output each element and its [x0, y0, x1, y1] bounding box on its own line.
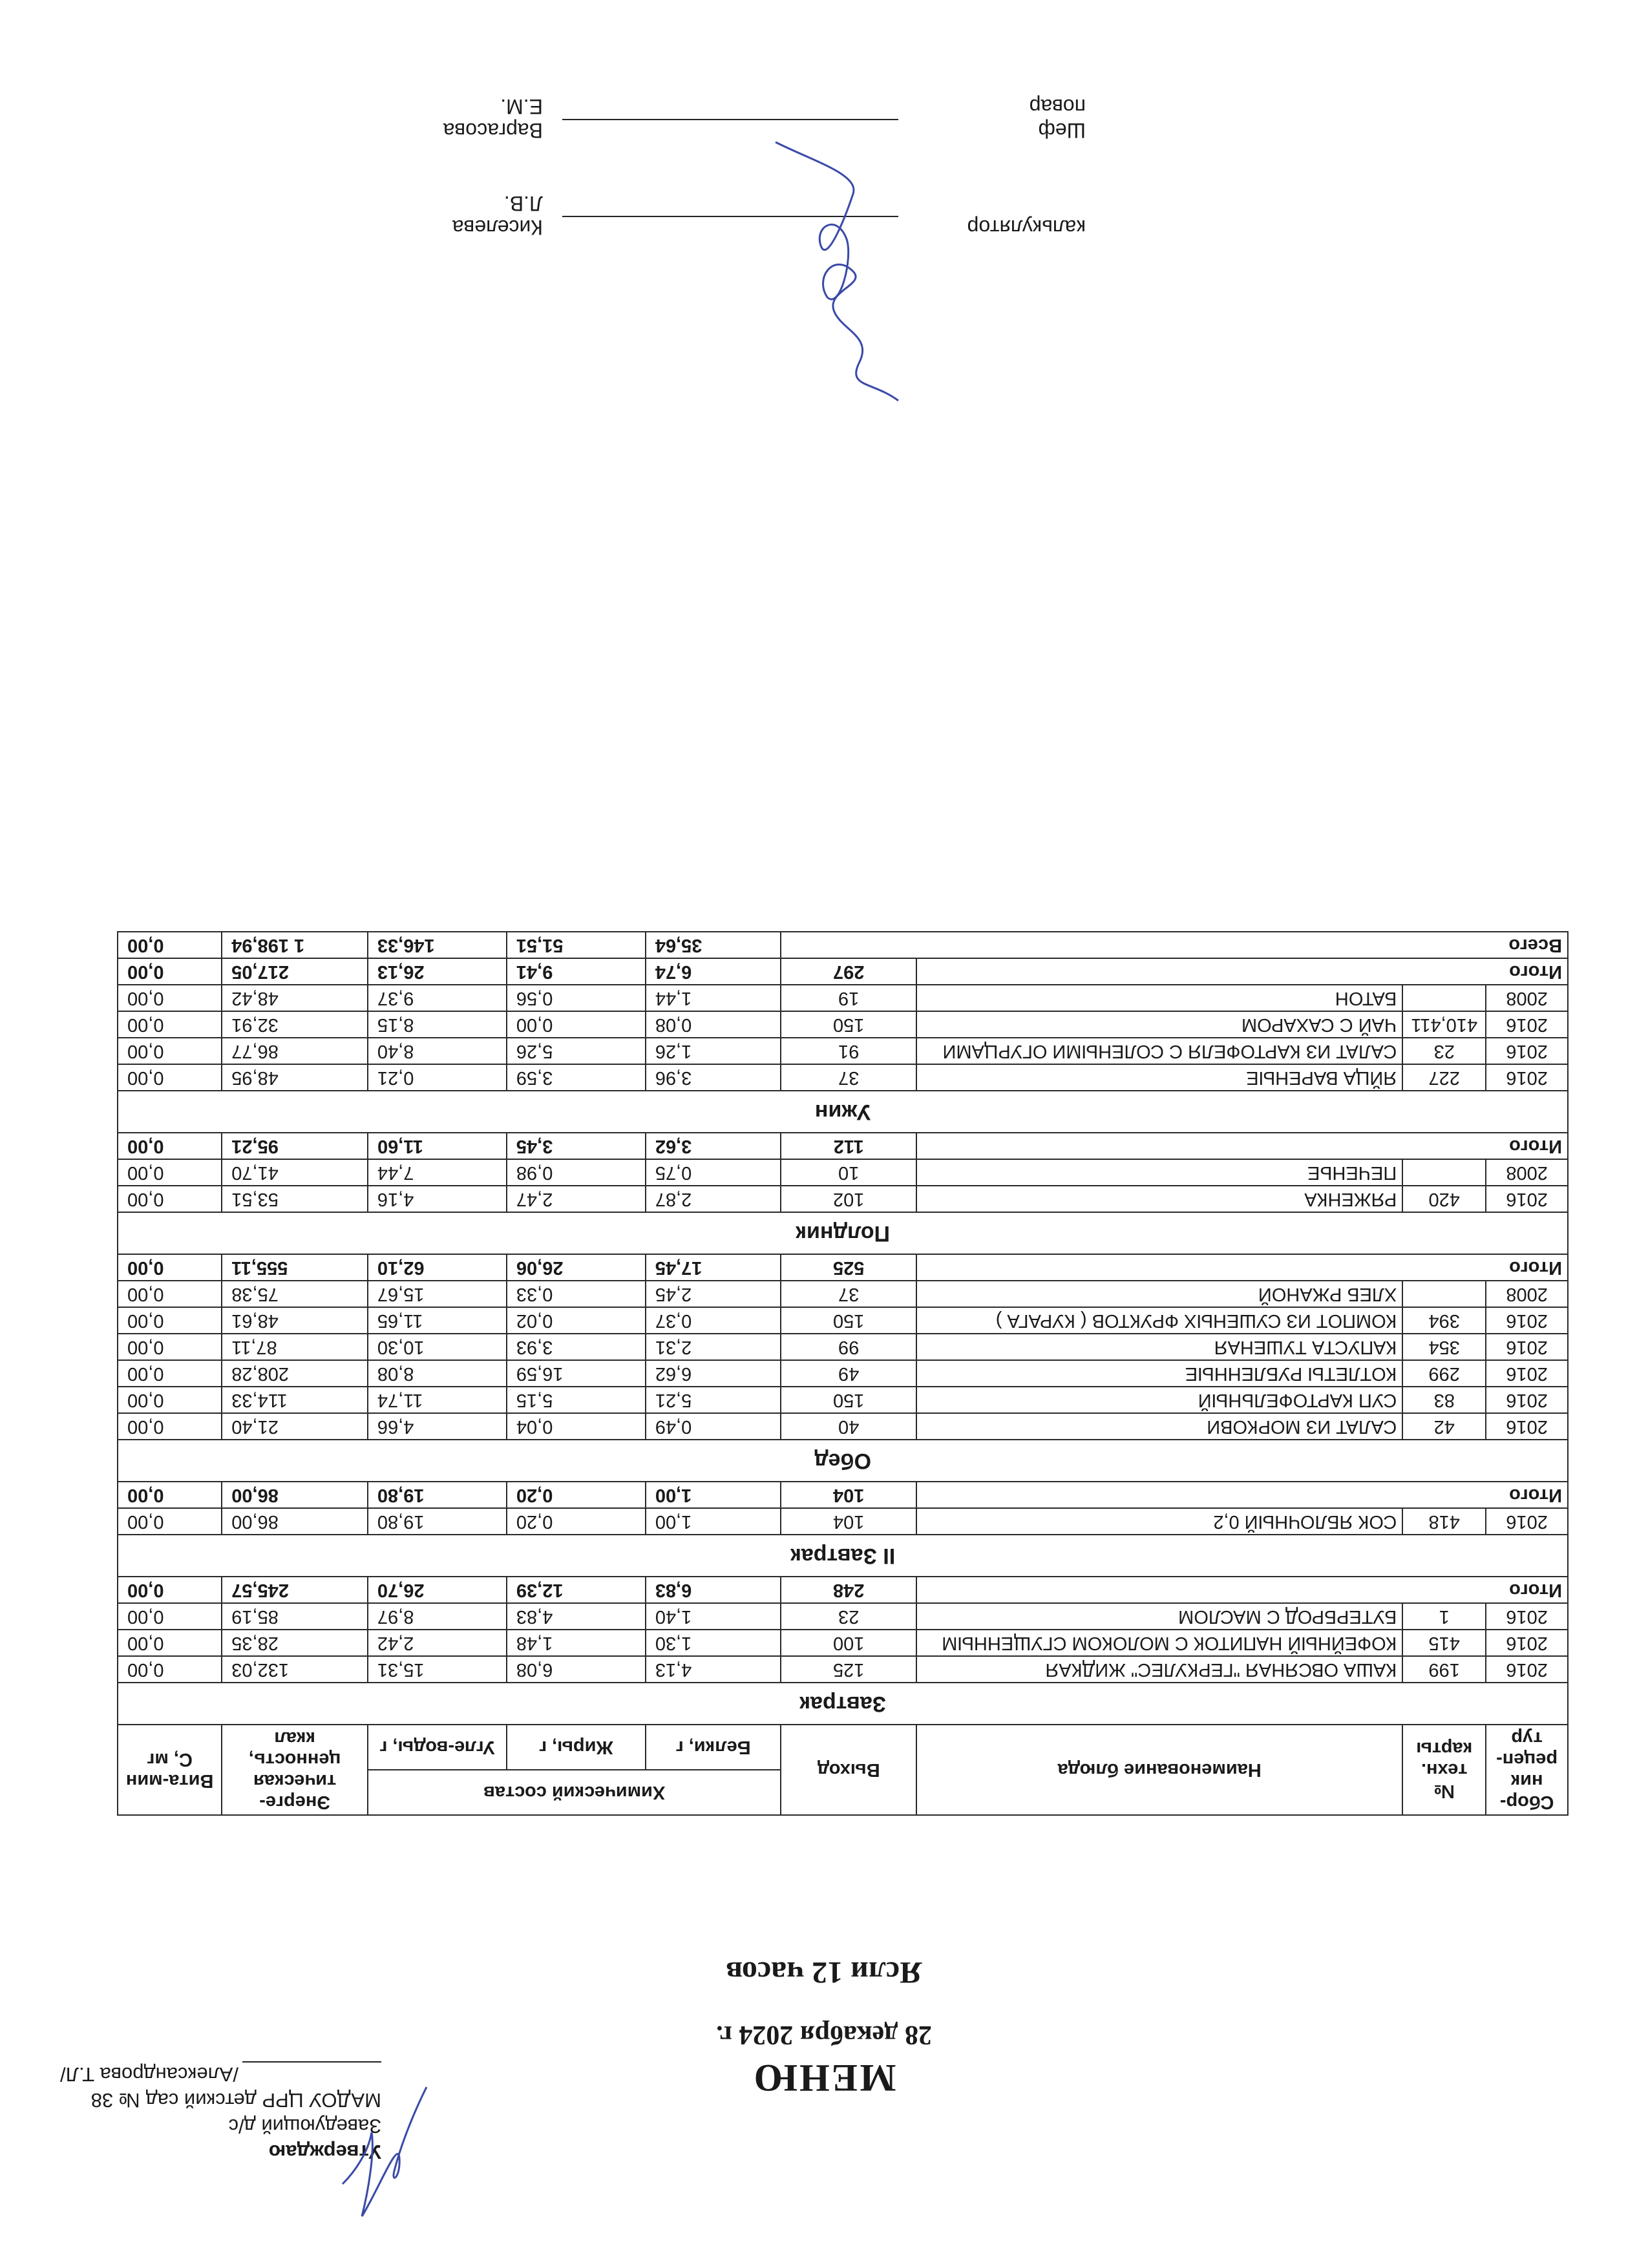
- cell-collection: 2016: [1486, 1630, 1568, 1656]
- header-carb: Угле-воды, г: [368, 1725, 507, 1770]
- header-energy: Энерге-тическая ценность, ккал: [222, 1725, 368, 1815]
- cell-card: 227: [1402, 1064, 1486, 1091]
- cell-protein: 3,96: [646, 1064, 781, 1091]
- cell-name: КАША ОВСЯНАЯ "ГЕРКУЛЕС" ЖИДКАЯ: [916, 1656, 1402, 1683]
- cell-name: БАТОН: [916, 985, 1402, 1011]
- total-row: [118, 1133, 1568, 1159]
- header-chem: Химический состав: [368, 1770, 781, 1815]
- cell-name: КОМПОТ ИЗ СУШЕНЫХ ФРУКТОВ ( КУРАГА ): [916, 1307, 1402, 1334]
- cell-vitamin: 0,00: [118, 1508, 222, 1535]
- cell-card: 354: [1402, 1334, 1486, 1360]
- table-header: [118, 1725, 1568, 1815]
- table-row: [118, 1630, 1568, 1656]
- total-fat: 12,39: [507, 1577, 646, 1603]
- cell-protein: 2,31: [646, 1334, 781, 1360]
- cell-carb: 19,80: [368, 1508, 507, 1535]
- cell-output: 40: [781, 1413, 916, 1440]
- cell-energy: 41,70: [222, 1159, 368, 1186]
- cell-energy: 53,51: [222, 1186, 368, 1212]
- cell-output: 19: [781, 985, 916, 1011]
- cell-card: 394: [1402, 1307, 1486, 1334]
- cell-carb: 11,65: [368, 1307, 507, 1334]
- cell-vitamin: 0,00: [118, 985, 222, 1011]
- section-title: Полдник: [118, 1212, 1568, 1254]
- approval-signer: /Александрова Т.Л/: [59, 2063, 238, 2086]
- grand-total-carb: 146,33: [368, 932, 507, 958]
- total-vitamin: 0,00: [118, 1133, 222, 1159]
- cell-collection: 2016: [1486, 1603, 1568, 1630]
- cell-carb: 8,40: [368, 1038, 507, 1064]
- table-row: [118, 1413, 1568, 1440]
- total-energy: 245,57: [222, 1577, 368, 1603]
- header-collection: Сбор-ник рецеп-тур: [1486, 1725, 1568, 1815]
- total-fat: 9,41: [507, 958, 646, 985]
- approval-heading: Утверждаю: [268, 2141, 381, 2163]
- cell-vitamin: 0,00: [118, 1656, 222, 1683]
- cell-energy: 86,77: [222, 1038, 368, 1064]
- cell-name: САЛАТ ИЗ МОРКОВИ: [916, 1413, 1402, 1440]
- cell-collection: 2016: [1486, 1038, 1568, 1064]
- cell-output: 104: [781, 1508, 916, 1535]
- cell-name: БУТЕРБРОД С МАСЛОМ: [916, 1603, 1402, 1630]
- header-name: Наименование блюда: [916, 1725, 1402, 1815]
- total-label: Итого: [916, 1254, 1568, 1281]
- header-card: № техн. карты: [1402, 1725, 1486, 1815]
- cell-carb: 0,21: [368, 1064, 507, 1091]
- table-row: [118, 1064, 1568, 1091]
- total-carb: 62,10: [368, 1254, 507, 1281]
- cell-collection: 2016: [1486, 1360, 1568, 1387]
- cell-output: 10: [781, 1159, 916, 1186]
- cell-output: 99: [781, 1334, 916, 1360]
- cell-carb: 15,31: [368, 1656, 507, 1683]
- cell-protein: 1,30: [646, 1630, 781, 1656]
- cell-carb: 8,08: [368, 1360, 507, 1387]
- section-title: Ужин: [118, 1091, 1568, 1133]
- chef-name: Варгасова Е.М.: [443, 95, 543, 142]
- section-row: [118, 1091, 1568, 1133]
- cell-card: [1402, 985, 1486, 1011]
- cell-vitamin: 0,00: [118, 1334, 222, 1360]
- cell-carb: 11,74: [368, 1387, 507, 1413]
- cell-output: 37: [781, 1064, 916, 1091]
- cell-energy: 48,61: [222, 1307, 368, 1334]
- total-label: Итого: [916, 958, 1568, 985]
- cell-vitamin: 0,00: [118, 1011, 222, 1038]
- total-row: [118, 1577, 1568, 1603]
- grand-total-row: [118, 932, 1568, 958]
- total-row: [118, 1254, 1568, 1281]
- approval-line-1: Заведующий д/с: [228, 2115, 381, 2137]
- cell-collection: 2016: [1486, 1307, 1568, 1334]
- cell-carb: 9,37: [368, 985, 507, 1011]
- cell-fat: 0,98: [507, 1159, 646, 1186]
- chef-signature-line: [562, 119, 898, 120]
- total-fat: 26,06: [507, 1254, 646, 1281]
- cell-fat: 3,93: [507, 1334, 646, 1360]
- total-carb: 26,13: [368, 958, 507, 985]
- cell-name: ЯЙЦА ВАРЕНЫЕ: [916, 1064, 1402, 1091]
- cell-collection: 2016: [1486, 1508, 1568, 1535]
- cell-carb: 8,97: [368, 1603, 507, 1630]
- cell-vitamin: 0,00: [118, 1307, 222, 1334]
- menu-table: [117, 931, 1569, 1816]
- calc-signature-line: [562, 216, 898, 217]
- table-row: [118, 1387, 1568, 1413]
- cell-fat: 5,26: [507, 1038, 646, 1064]
- total-fat: 3,45: [507, 1133, 646, 1159]
- total-energy: 217,05: [222, 958, 368, 985]
- cell-output: 150: [781, 1387, 916, 1413]
- table-row: [118, 1603, 1568, 1630]
- total-protein: 1,00: [646, 1482, 781, 1508]
- cell-energy: 132,03: [222, 1656, 368, 1683]
- cell-card: 420: [1402, 1186, 1486, 1212]
- cell-protein: 0,75: [646, 1159, 781, 1186]
- cell-carb: 8,15: [368, 1011, 507, 1038]
- total-label: Итого: [916, 1577, 1568, 1603]
- title-block: [0, 1955, 1648, 2100]
- cell-output: 102: [781, 1186, 916, 1212]
- cell-protein: 6,62: [646, 1360, 781, 1387]
- cell-vitamin: 0,00: [118, 1038, 222, 1064]
- cell-card: 415: [1402, 1630, 1486, 1656]
- total-vitamin: 0,00: [118, 1577, 222, 1603]
- grand-total-protein: 35,64: [646, 932, 781, 958]
- cell-fat: 2,47: [507, 1186, 646, 1212]
- cell-carb: 4,16: [368, 1186, 507, 1212]
- cell-protein: 0,37: [646, 1307, 781, 1334]
- total-vitamin: 0,00: [118, 1482, 222, 1508]
- cell-protein: 2,45: [646, 1281, 781, 1307]
- total-output: 112: [781, 1133, 916, 1159]
- cell-energy: 48,42: [222, 985, 368, 1011]
- cell-carb: 2,42: [368, 1630, 507, 1656]
- cell-carb: 10,30: [368, 1334, 507, 1360]
- cell-name: СУП КАРТОФЕЛЬНЫЙ: [916, 1387, 1402, 1413]
- total-protein: 6,74: [646, 958, 781, 985]
- cell-energy: 32,91: [222, 1011, 368, 1038]
- cell-fat: 0,02: [507, 1307, 646, 1334]
- table-row: [118, 1508, 1568, 1535]
- total-energy: 86,00: [222, 1482, 368, 1508]
- section-title: II Завтрак: [118, 1535, 1568, 1577]
- cell-card: 23: [1402, 1038, 1486, 1064]
- total-output: 248: [781, 1577, 916, 1603]
- cell-collection: 2008: [1486, 1281, 1568, 1307]
- cell-protein: 0,08: [646, 1011, 781, 1038]
- cell-protein: 5,21: [646, 1387, 781, 1413]
- cell-vitamin: 0,00: [118, 1281, 222, 1307]
- cell-name: РЯЖЕНКА: [916, 1186, 1402, 1212]
- cell-protein: 1,26: [646, 1038, 781, 1064]
- cell-card: 418: [1402, 1508, 1486, 1535]
- cell-energy: 208,28: [222, 1360, 368, 1387]
- cell-carb: 7,44: [368, 1159, 507, 1186]
- total-protein: 17,45: [646, 1254, 781, 1281]
- calc-role: калькулятор: [967, 216, 1086, 239]
- cell-fat: 1,48: [507, 1630, 646, 1656]
- cell-output: 150: [781, 1307, 916, 1334]
- total-row: [118, 1482, 1568, 1508]
- cell-collection: 2016: [1486, 1387, 1568, 1413]
- cell-carb: 15,67: [368, 1281, 507, 1307]
- cell-output: 150: [781, 1011, 916, 1038]
- grand-total-vitamin: 0,00: [118, 932, 222, 958]
- table-row: [118, 1186, 1568, 1212]
- header-output: Выход: [781, 1725, 916, 1815]
- cell-name: СОК ЯБЛОЧНЫЙ 0,2: [916, 1508, 1402, 1535]
- cell-protein: 1,44: [646, 985, 781, 1011]
- menu-date: 28 декабря 2024 г.: [716, 2020, 932, 2050]
- total-energy: 95,21: [222, 1133, 368, 1159]
- cell-name: САЛАТ ИЗ КАРТОФЕЛЯ С СОЛЕНЫМИ ОГУРЦАМИ: [916, 1038, 1402, 1064]
- cell-energy: 86,00: [222, 1508, 368, 1535]
- cell-name: КОТЛЕТЫ РУБЛЕННЫЕ: [916, 1360, 1402, 1387]
- total-label: Итого: [916, 1133, 1568, 1159]
- cell-collection: 2008: [1486, 985, 1568, 1011]
- cell-card: 1: [1402, 1603, 1486, 1630]
- total-carb: 11,60: [368, 1133, 507, 1159]
- table-row: [118, 1307, 1568, 1334]
- cell-fat: 0,04: [507, 1413, 646, 1440]
- cell-output: 49: [781, 1360, 916, 1387]
- header-fat: Жиры, г: [507, 1725, 646, 1770]
- cell-energy: 85,19: [222, 1603, 368, 1630]
- cell-vitamin: 0,00: [118, 1630, 222, 1656]
- section-row: [118, 1535, 1568, 1577]
- cell-output: 91: [781, 1038, 916, 1064]
- cell-output: 100: [781, 1630, 916, 1656]
- grand-total-energy: 1 198,94: [222, 932, 368, 958]
- cell-fat: 0,00: [507, 1011, 646, 1038]
- section-row: [118, 1212, 1568, 1254]
- section-title: Обед: [118, 1440, 1568, 1482]
- cell-fat: 6,08: [507, 1656, 646, 1683]
- staff-signature: [756, 136, 924, 407]
- group-subtitle: Ясли 12 часов: [726, 1955, 922, 1990]
- cell-collection: 2016: [1486, 1334, 1568, 1360]
- cell-fat: 5,15: [507, 1387, 646, 1413]
- cell-name: КОФЕЙНЫЙ НАПИТОК С МОЛОКОМ СГУЩЕННЫМ: [916, 1630, 1402, 1656]
- cell-card: 199: [1402, 1656, 1486, 1683]
- chef-role: Шеф повар: [1029, 95, 1086, 142]
- cell-output: 37: [781, 1281, 916, 1307]
- cell-name: ПЕЧЕНЬЕ: [916, 1159, 1402, 1186]
- cell-fat: 0,33: [507, 1281, 646, 1307]
- section-title: Завтрак: [118, 1683, 1568, 1725]
- total-carb: 26,70: [368, 1577, 507, 1603]
- cell-collection: 2016: [1486, 1064, 1568, 1091]
- header-protein: Белки, г: [646, 1725, 781, 1770]
- section-row: [118, 1683, 1568, 1725]
- table-row: [118, 1656, 1568, 1683]
- table-row: [118, 1360, 1568, 1387]
- cell-collection: 2008: [1486, 1159, 1568, 1186]
- cell-vitamin: 0,00: [118, 1413, 222, 1440]
- cell-protein: 2,87: [646, 1186, 781, 1212]
- grand-total-fat: 51,51: [507, 932, 646, 958]
- cell-output: 23: [781, 1603, 916, 1630]
- cell-energy: 87,11: [222, 1334, 368, 1360]
- approval-line-2: МАДОУ ЦРР детский сад № 38: [90, 2089, 381, 2112]
- cell-fat: 0,56: [507, 985, 646, 1011]
- cell-card: 42: [1402, 1413, 1486, 1440]
- total-output: 297: [781, 958, 916, 985]
- total-label: Итого: [916, 1482, 1568, 1508]
- total-protein: 6,83: [646, 1577, 781, 1603]
- cell-card: 83: [1402, 1387, 1486, 1413]
- cell-name: ЧАЙ С САХАРОМ: [916, 1011, 1402, 1038]
- cell-carb: 4,66: [368, 1413, 507, 1440]
- cell-collection: 2016: [1486, 1656, 1568, 1683]
- cell-protein: 0,49: [646, 1413, 781, 1440]
- total-row: [118, 958, 1568, 985]
- table-row: [118, 1159, 1568, 1186]
- calc-name: Киселева Л.В.: [452, 192, 543, 239]
- cell-collection: 2016: [1486, 1186, 1568, 1212]
- grand-total-label: Всего: [781, 932, 1568, 958]
- cell-vitamin: 0,00: [118, 1387, 222, 1413]
- total-output: 104: [781, 1482, 916, 1508]
- cell-vitamin: 0,00: [118, 1360, 222, 1387]
- cell-output: 125: [781, 1656, 916, 1683]
- cell-name: КАПУСТА ТУШЕНАЯ: [916, 1334, 1402, 1360]
- total-protein: 3,62: [646, 1133, 781, 1159]
- header-vitamin: Вита-мин С, мг: [118, 1725, 222, 1815]
- total-energy: 555,11: [222, 1254, 368, 1281]
- cell-vitamin: 0,00: [118, 1603, 222, 1630]
- cell-fat: 3,59: [507, 1064, 646, 1091]
- table-row: [118, 985, 1568, 1011]
- table-row: [118, 1038, 1568, 1064]
- cell-protein: 1,00: [646, 1508, 781, 1535]
- table-body: [118, 932, 1568, 1725]
- total-vitamin: 0,00: [118, 958, 222, 985]
- cell-fat: 0,20: [507, 1508, 646, 1535]
- cell-protein: 1,40: [646, 1603, 781, 1630]
- cell-vitamin: 0,00: [118, 1159, 222, 1186]
- cell-card: [1402, 1281, 1486, 1307]
- table-row: [118, 1334, 1568, 1360]
- cell-energy: 28,35: [222, 1630, 368, 1656]
- cell-fat: 4,83: [507, 1603, 646, 1630]
- cell-fat: 16,59: [507, 1360, 646, 1387]
- table-row: [118, 1281, 1568, 1307]
- total-vitamin: 0,00: [118, 1254, 222, 1281]
- cell-card: [1402, 1159, 1486, 1186]
- page-title: МЕНЮ: [752, 2057, 896, 2099]
- cell-card: 410,411: [1402, 1011, 1486, 1038]
- cell-card: 299: [1402, 1360, 1486, 1387]
- table-row: [118, 1011, 1568, 1038]
- cell-name: ХЛЕБ РЖАНОЙ: [916, 1281, 1402, 1307]
- total-fat: 0,20: [507, 1482, 646, 1508]
- total-carb: 19,80: [368, 1482, 507, 1508]
- cell-vitamin: 0,00: [118, 1064, 222, 1091]
- cell-energy: 114,33: [222, 1387, 368, 1413]
- cell-vitamin: 0,00: [118, 1186, 222, 1212]
- cell-collection: 2016: [1486, 1413, 1568, 1440]
- section-row: [118, 1440, 1568, 1482]
- cell-energy: 48,95: [222, 1064, 368, 1091]
- total-output: 525: [781, 1254, 916, 1281]
- cell-collection: 2016: [1486, 1011, 1568, 1038]
- cell-energy: 75,38: [222, 1281, 368, 1307]
- cell-energy: 21,40: [222, 1413, 368, 1440]
- cell-protein: 4,13: [646, 1656, 781, 1683]
